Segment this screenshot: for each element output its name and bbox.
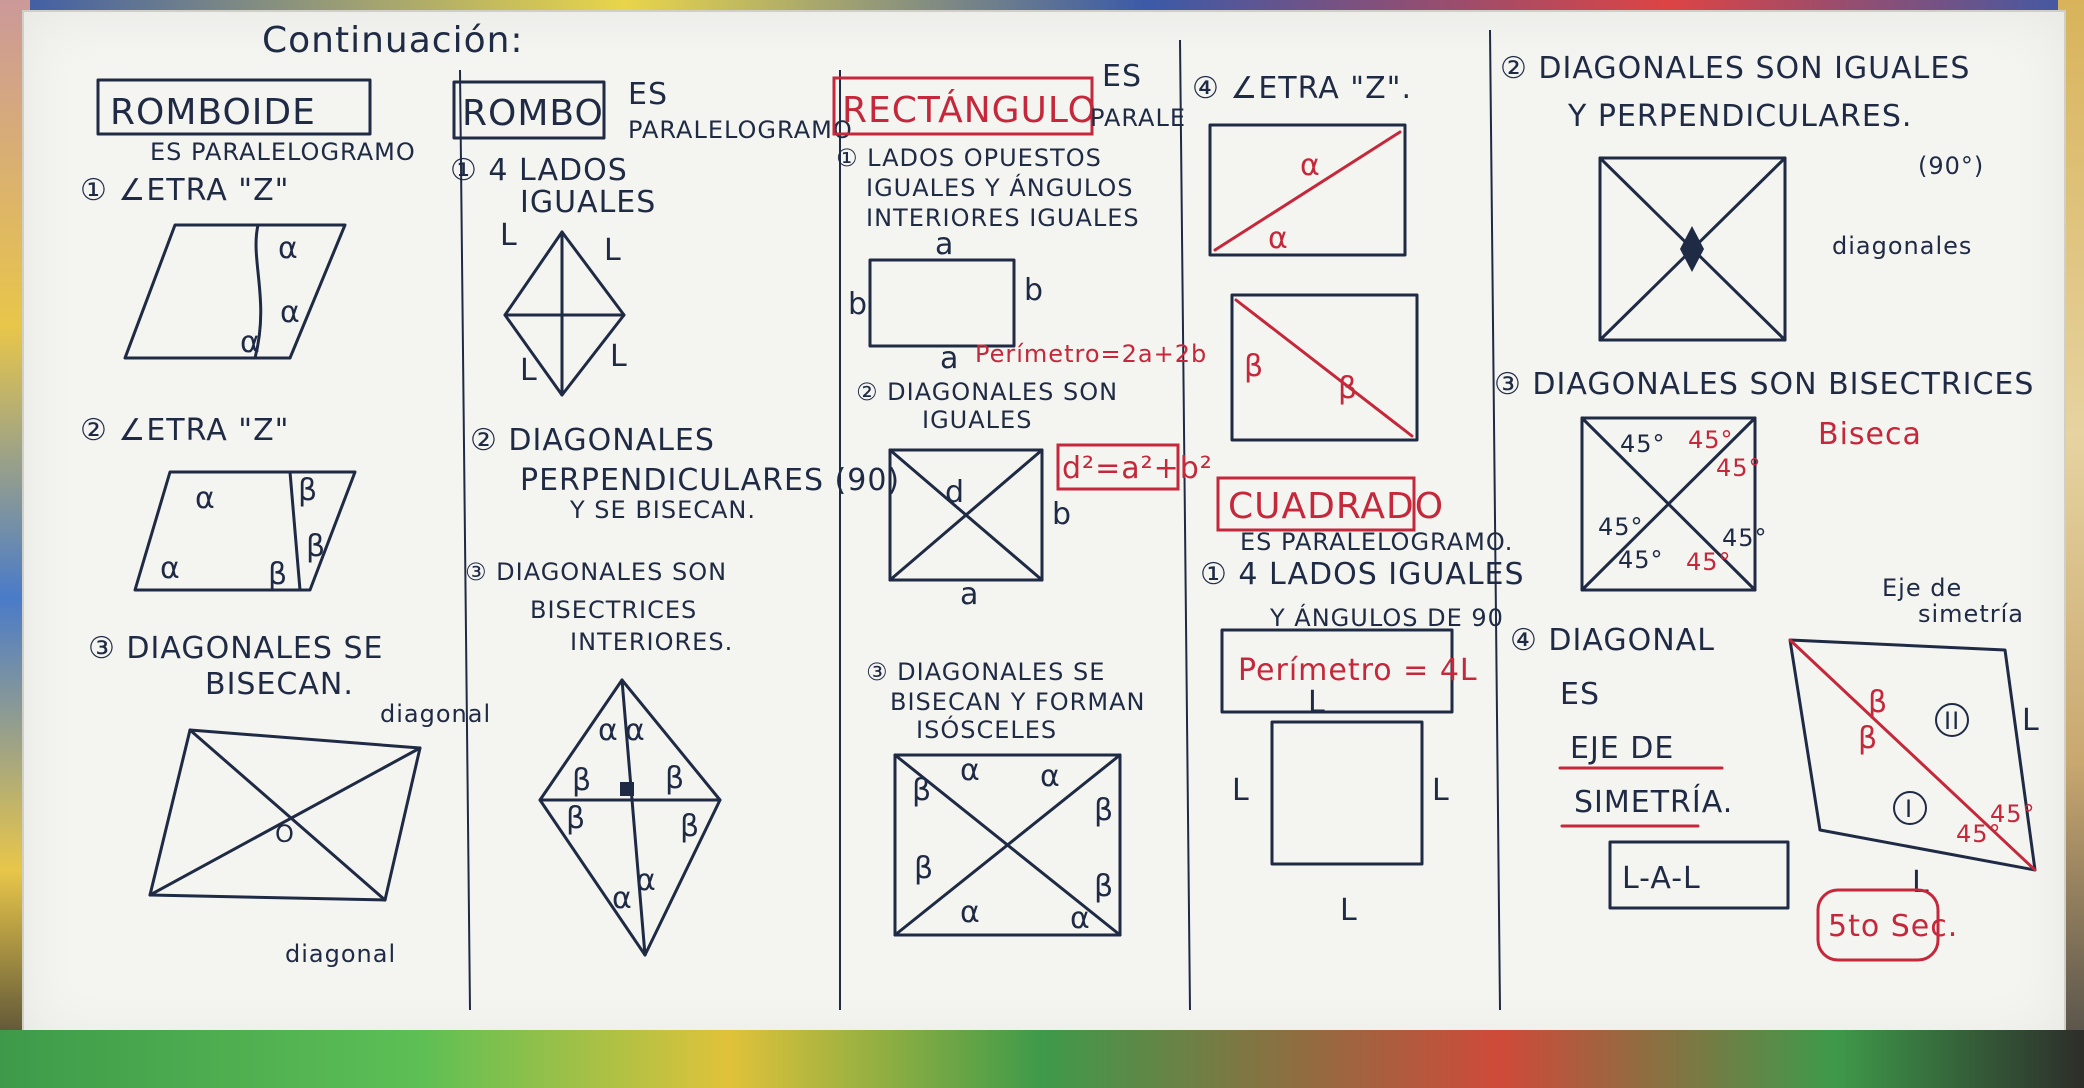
rectangulo-subtitle-2: PARALE (1090, 104, 1187, 132)
rectangulo-beta: β (1094, 793, 1115, 828)
rectangulo-point-3-line1: ③ DIAGONALES SE (866, 658, 1106, 686)
rectangulo-title: RECTÁNGULO (842, 90, 1098, 131)
angle-45: 45° (1722, 524, 1768, 552)
angle-45: 45° (1686, 548, 1732, 576)
rectangulo-side-a: a (960, 577, 980, 612)
rombo-alpha: α (636, 863, 657, 898)
right-45: 45° (1956, 820, 2002, 848)
right-point-4-line1: ④ DIAGONAL (1510, 623, 1715, 658)
romboide-beta: β (306, 529, 327, 564)
rombo-point-1-line2: IGUALES (520, 185, 657, 220)
right-point-4-line3: EJE DE (1570, 731, 1675, 766)
rectangulo-point-1-line2: IGUALES Y ÁNGULOS (866, 174, 1134, 202)
rombo-alpha: α (612, 881, 633, 916)
rectangulo-subtitle-1: ES (1102, 59, 1142, 94)
right-beta: β (1868, 685, 1889, 720)
rombo-point-2-line1: ② DIAGONALES (470, 423, 715, 458)
cuadrado-point-1-line1: ① 4 LADOS IGUALES (1200, 557, 1525, 592)
cuadrado-side: L (1432, 773, 1450, 808)
rombo-beta: β (572, 763, 593, 798)
rectangulo-point-2-line1: ② DIAGONALES SON (856, 378, 1119, 406)
rectangulo-alpha: α (960, 895, 981, 930)
romboide-center-o: O (275, 820, 295, 848)
divider-line (460, 70, 470, 1010)
right-side: L (1912, 865, 1930, 900)
rombo-point-1-line1: ① 4 LADOS (450, 153, 628, 188)
cuadrado-subtitle: ES PARALELOGRAMO. (1240, 528, 1514, 556)
rect-extra-point-4: ④ ∠ETRA "Z". (1192, 71, 1412, 106)
cuadrado-side: L (1340, 893, 1358, 928)
right-point-2-line1: ② DIAGONALES SON IGUALES (1500, 51, 1971, 86)
rombo-title: ROMBO (462, 93, 604, 134)
rectangulo-alpha: α (1070, 901, 1091, 936)
rect-extra-alpha: α (1300, 148, 1321, 183)
right-point-4-line4: SIMETRÍA. (1574, 785, 1734, 820)
rombo-side-label: L (500, 218, 518, 253)
romboide-beta: β (268, 557, 289, 592)
romboide-alpha-2: α (160, 551, 181, 586)
header-title: Continuación: (262, 20, 524, 61)
romboide-alpha: α (280, 295, 301, 330)
right-footer-note: 5to Sec. (1828, 909, 1959, 944)
rombo-point-2-line3: Y SE BISECAN. (570, 496, 757, 524)
divider-line (1180, 40, 1190, 1010)
rectangulo-side-b: b (1052, 497, 1073, 532)
romboide-diagonal-1 (190, 730, 385, 900)
region-i: I (1905, 795, 1914, 823)
romboide-label-diagonal-top: diagonal (380, 700, 492, 728)
cuadrado-side: L (1232, 773, 1250, 808)
romboide-label-diagonal-bottom: diagonal (285, 940, 397, 968)
divider-line (1490, 30, 1500, 1010)
rectangulo-beta: β (912, 773, 933, 808)
rectangulo-point-2-line2: IGUALES (922, 406, 1033, 434)
rectangulo-alpha: α (960, 753, 981, 788)
eje-label-1: Eje de (1882, 574, 1963, 602)
rectangulo-side-b: b (1024, 273, 1045, 308)
cuadrado-title: CUADRADO (1228, 486, 1445, 527)
rombo-point-2-line2: PERPENDICULARES (90) (520, 463, 901, 498)
rombo-subtitle-2: PARALELOGRAMO (628, 116, 853, 144)
romboide-point-2: ② ∠ETRA "Z" (80, 413, 290, 448)
angle-45: 45° (1598, 513, 1644, 541)
angle-45: 45° (1620, 430, 1666, 458)
cuadrado-figure (1272, 722, 1422, 864)
right-label-diagonales: diagonales (1832, 232, 1973, 260)
rombo-alpha: α (598, 713, 619, 748)
right-angle-90: (90°) (1918, 152, 1985, 180)
right-biseca: Biseca (1818, 417, 1922, 452)
rectangulo-side-a: a (935, 227, 955, 262)
right-point-2-line2: Y PERPENDICULARES. (1568, 99, 1913, 134)
right-point-3: ③ DIAGONALES SON BISECTRICES (1494, 367, 2035, 402)
rectangulo-beta: β (1094, 869, 1115, 904)
right-point-4-line2: ES (1560, 677, 1600, 712)
romboide-alpha: α (278, 231, 299, 266)
square-center-mark (1680, 226, 1704, 272)
romboide-point-3-line1: ③ DIAGONALES SE (88, 631, 384, 666)
right-side: L (2022, 703, 2040, 738)
right-lal: L-A-L (1622, 861, 1701, 896)
rombo-beta: β (665, 761, 686, 796)
rombo-subtitle-1: ES (628, 77, 668, 112)
angle-45: 45° (1618, 546, 1664, 574)
romboide-beta: β (298, 473, 319, 508)
romboide-title: ROMBOIDE (110, 92, 316, 133)
rectangulo-perimeter: Perímetro=2a+2b (975, 340, 1208, 368)
romboide-point-1: ① ∠ETRA "Z" (80, 173, 290, 208)
rect-extra-alpha: α (1268, 221, 1289, 256)
rectangulo-point-1-line3: INTERIORES IGUALES (866, 204, 1140, 232)
rombo-point-3-line3: INTERIORES. (570, 628, 734, 656)
cuadrado-side: L (1308, 685, 1326, 720)
angle-45: 45° (1688, 426, 1734, 454)
rectangulo-alpha: α (1040, 759, 1061, 794)
rectangulo-pythagoras: d²=a²+b² (1062, 451, 1213, 486)
region-ii: II (1944, 707, 1961, 735)
rectangulo-point-1-line1: ① LADOS OPUESTOS (836, 144, 1102, 172)
rect-extra-beta: β (1338, 371, 1359, 406)
rect-extra-beta: β (1244, 349, 1265, 384)
romboide-alpha-2: α (195, 481, 216, 516)
angle-45: 45° (1716, 454, 1762, 482)
right-angle-mark (620, 782, 634, 796)
romboide-alpha: α (240, 325, 261, 360)
rectangulo-point-3-line2: BISECAN Y FORMAN (890, 688, 1146, 716)
rombo-beta: β (680, 809, 701, 844)
cuadrado-perimeter: Perímetro = 4L (1238, 653, 1478, 688)
rombo-point-3-line1: ③ DIAGONALES SON (465, 558, 728, 586)
eje-label-2: simetría (1918, 600, 2024, 628)
rectangulo-beta: β (914, 851, 935, 886)
rombo-side-label: L (520, 353, 538, 388)
romboide-point-3-line2: BISECAN. (205, 667, 354, 702)
rectangulo-figure-1 (870, 260, 1014, 346)
romboide-subtitle: ES PARALELOGRAMO (150, 138, 416, 166)
rombo-alpha: α (625, 713, 646, 748)
rectangulo-d: d (945, 475, 966, 510)
rombo-beta: β (566, 801, 587, 836)
romboide-figure-1 (125, 225, 345, 358)
right-beta: β (1858, 721, 1879, 756)
rombo-side-label: L (610, 339, 628, 374)
rectangulo-side-b: b (848, 287, 869, 322)
cuadrado-point-1-line2: Y ÁNGULOS DE 90 (1270, 604, 1504, 632)
right-45: 45° (1990, 800, 2036, 828)
rombo-point-3-line2: BISECTRICES (530, 596, 698, 624)
rectangulo-point-3-line3: ISÓSCELES (916, 716, 1058, 744)
rombo-side-label: L (604, 233, 622, 268)
rectangulo-side-a: a (940, 341, 960, 376)
